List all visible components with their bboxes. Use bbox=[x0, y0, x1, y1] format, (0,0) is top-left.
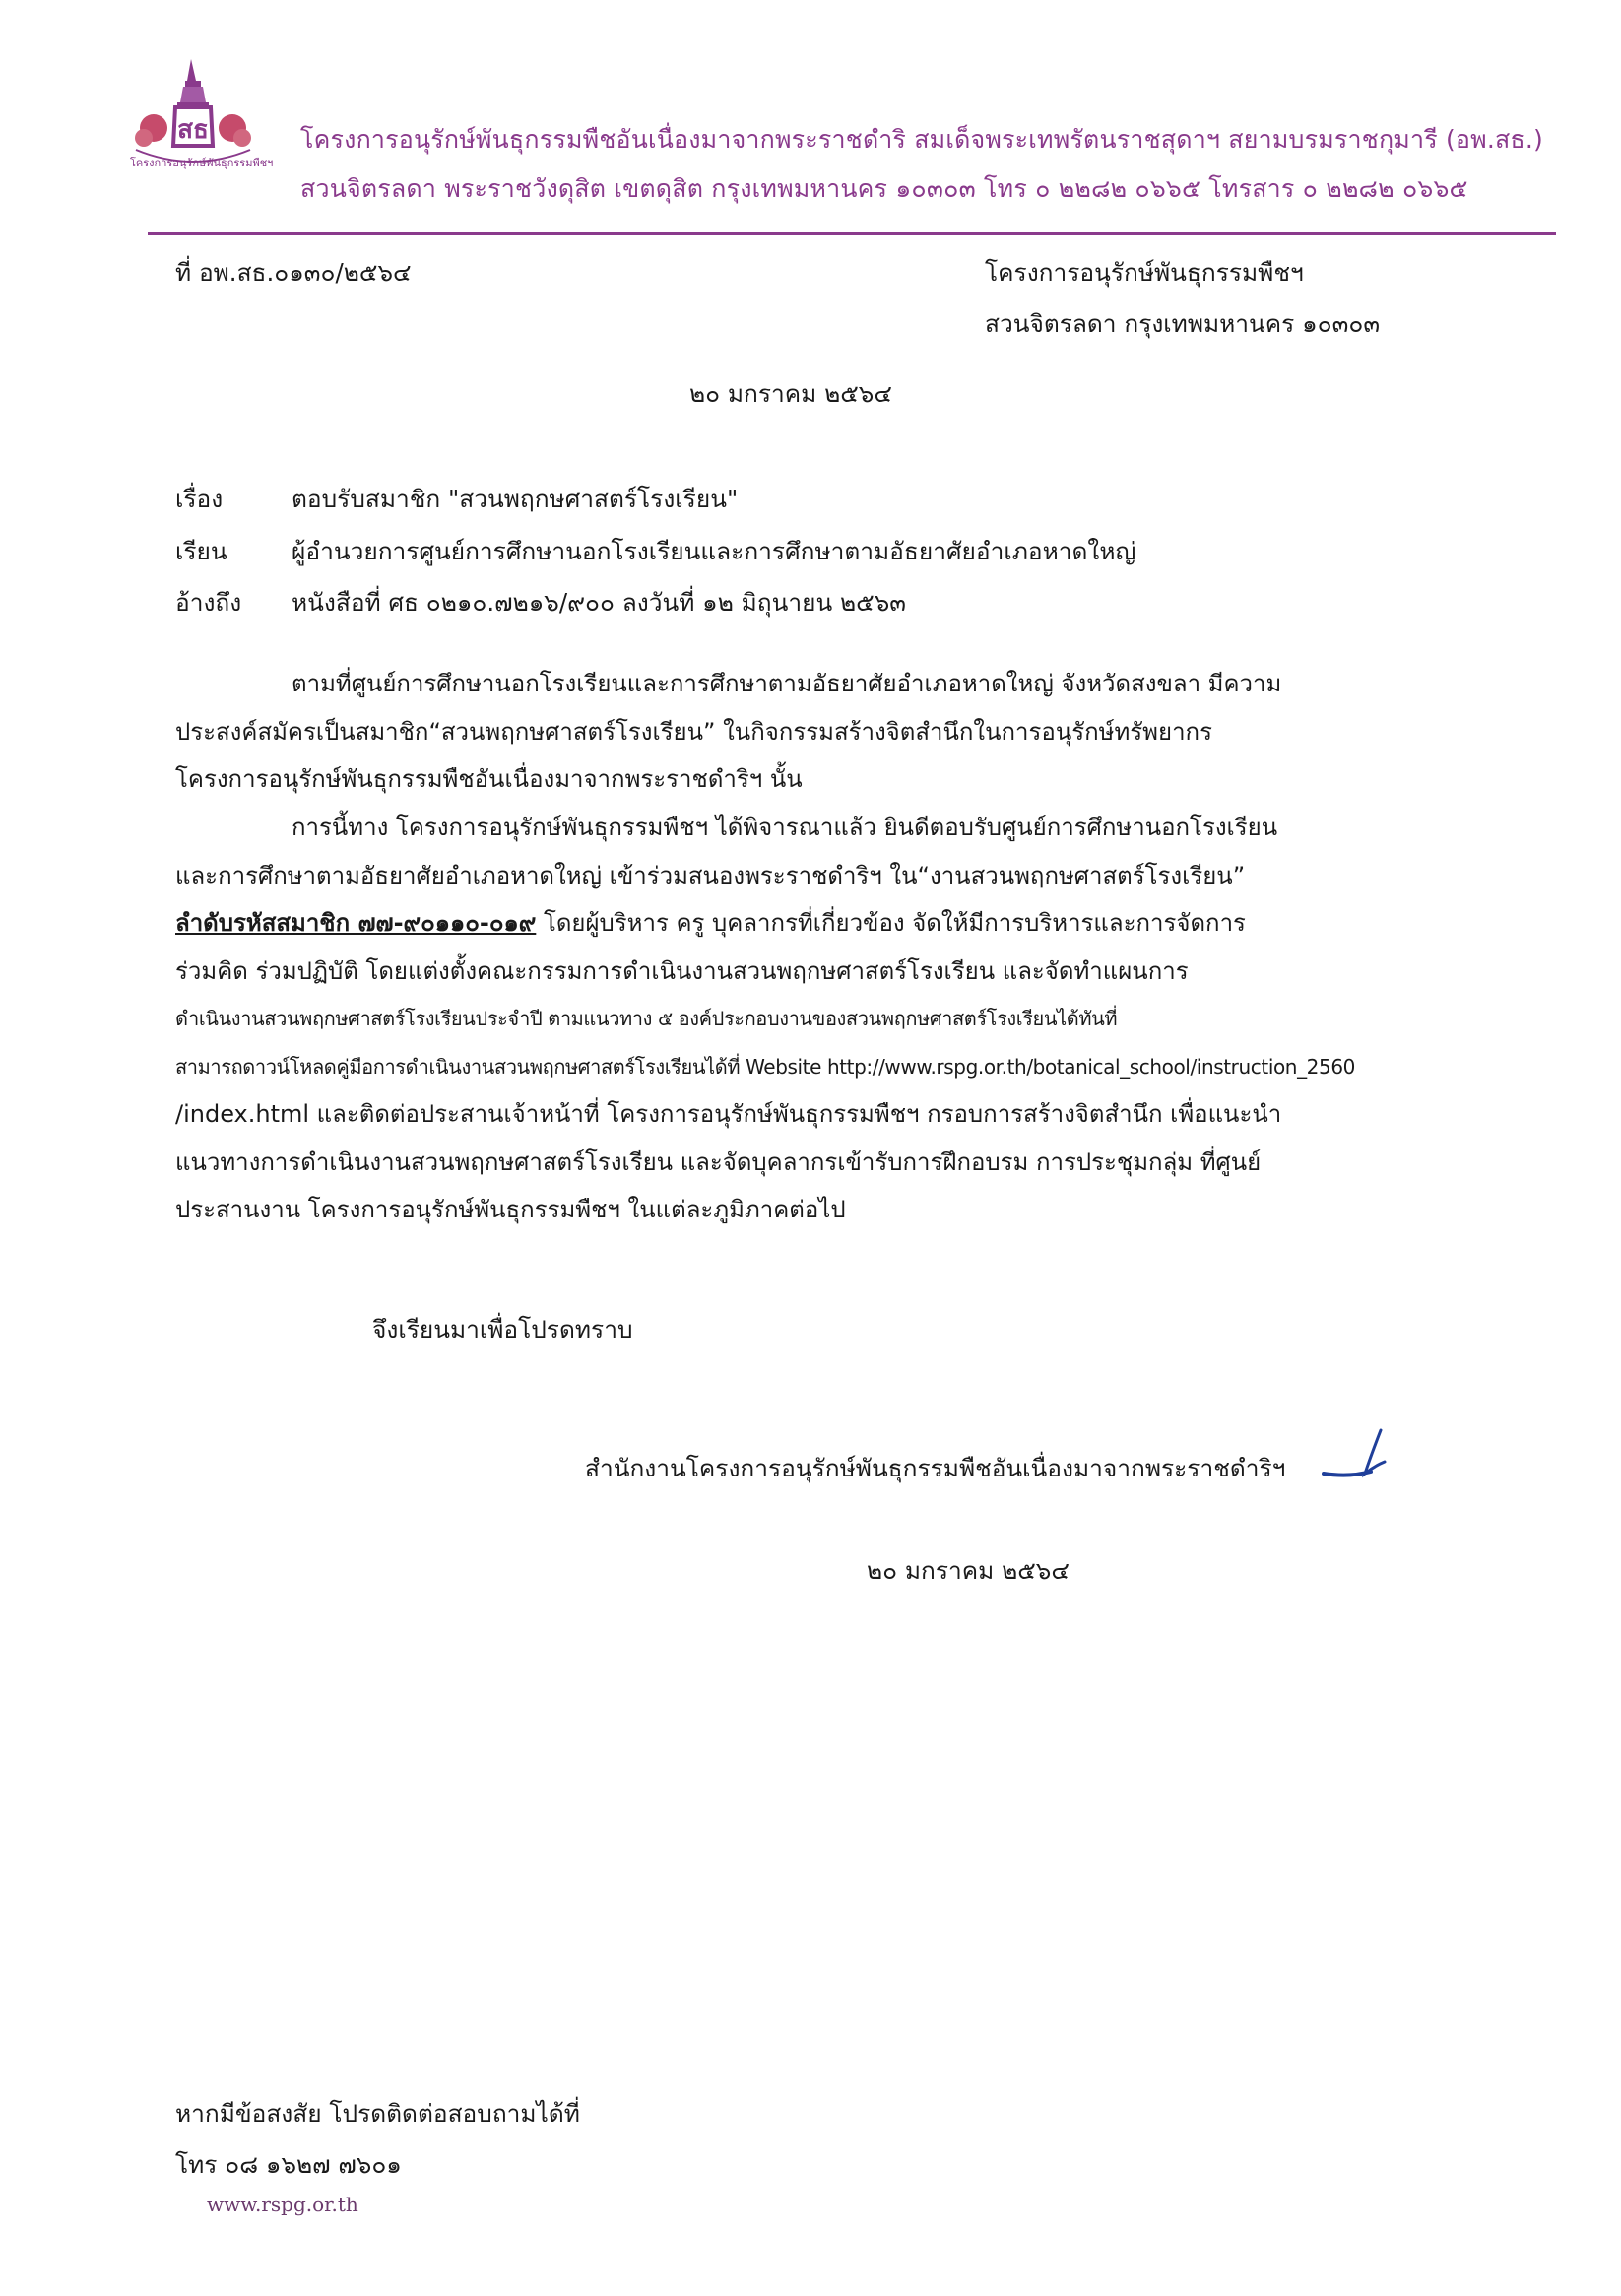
to-text: ผู้อำนวยการศูนย์การศึกษานอกโรงเรียนและการศึกษาตามอัธยาศัยอำเภอหาดใหญ่ bbox=[292, 537, 1136, 565]
letterhead-line-1: โครงการอนุรักษ์พันธุกรรมพืชอันเนื่องมาจากพระราชดำริ สมเด็จพระเทพรัตนราชสุดาฯ สยามบรมราชกุมารี (อพ.สธ.) bbox=[300, 125, 1543, 154]
signature-date: ๒๐ มกราคม ๒๕๖๔ bbox=[867, 1556, 1070, 1585]
website-link[interactable]: www.rspg.or.th bbox=[207, 2193, 358, 2216]
paragraph-1-line: โครงการอนุรักษ์พันธุกรรมพืชอันเนื่องมาจากพระราชดำริฯ นั้น bbox=[175, 765, 803, 793]
member-code: ลำดับรหัสสมาชิก ๗๗-๙๐๑๑๐-๐๑๙ bbox=[175, 909, 537, 937]
signature-office: สำนักงานโครงการอนุรักษ์พันธุกรรมพืชอันเนื่องมาจากพระราชดำริฯ bbox=[585, 1454, 1286, 1482]
paragraph-1 bbox=[175, 660, 1412, 804]
paragraph-2-line: ร่วมคิด ร่วมปฏิบัติ โดยแต่งตั้งคณะกรรมการดำเนินงานสวนพฤกษศาสตร์โรงเรียน และจัดทำแผนการ bbox=[175, 956, 1189, 985]
contact-line: หากมีข้อสงสัย โปรดติดต่อสอบถามได้ที่ bbox=[175, 2099, 580, 2128]
contact-phone: โทร ๐๘ ๑๖๒๗ ๗๖๐๑ bbox=[175, 2150, 402, 2179]
letterhead-divider bbox=[148, 232, 1556, 235]
paragraph-2-line: ดำเนินงานสวนพฤกษศาสตร์โรงเรียนประจำปี ตามแนวทาง ๕ องค์ประกอบงานของสวนพฤกษศาสตร์โรงเรียนได้ทันที่ bbox=[175, 1007, 1118, 1030]
letterhead-line-2: สวนจิตรลดา พระราชวังดุสิต เขตดุสิต กรุงเทพมหานคร ๑๐๓๐๓ โทร ๐ ๒๒๘๒ ๐๖๖๕ โทรสาร ๐ ๒๒๘๒ ๐๖๖๕ bbox=[300, 174, 1468, 203]
closing-text: จึงเรียนมาเพื่อโปรดทราบ bbox=[372, 1315, 633, 1344]
subject-text: ตอบรับสมาชิก "สวนพฤกษศาสตร์โรงเรียน" bbox=[292, 485, 739, 513]
reference-number: ที่ อพ.สธ.๐๑๓๐/๒๕๖๔ bbox=[175, 258, 412, 287]
paragraph-2-line: ประสานงาน โครงการอนุรักษ์พันธุกรรมพืชฯ ในแต่ละภูมิภาคต่อไป bbox=[175, 1196, 846, 1223]
reference-label: อ้างถึง bbox=[175, 588, 242, 617]
emblem-caption: โครงการอนุรักษ์พันธุกรรมพืชฯ bbox=[130, 157, 274, 169]
handwritten-signature bbox=[1320, 1422, 1400, 1483]
paragraph-2-line: และการศึกษาตามอัธยาศัยอำเภอหาดใหญ่ เข้าร่วมสนองพระราชดำริฯ ใน“งานสวนพฤกษศาสตร์โรงเรียน” bbox=[175, 861, 1246, 889]
letter-date: ๒๐ มกราคม ๒๕๖๔ bbox=[689, 379, 892, 408]
paragraph-2-line: การนี้ทาง โครงการอนุรักษ์พันธุกรรมพืชฯ ได้พิจารณาแล้ว ยินดีตอบรับศูนย์การศึกษานอกโรงเรียน bbox=[292, 814, 1278, 841]
reference-text: หนังสือที่ ศธ ๐๒๑๐.๗๒๑๖/๙๐๐ ลงวันที่ ๑๒ มิถุนายน ๒๕๖๓ bbox=[292, 588, 907, 617]
sender-line-1: โครงการอนุรักษ์พันธุกรรมพืชฯ bbox=[985, 258, 1304, 287]
rspg-emblem-logo bbox=[126, 59, 274, 175]
sender-line-2: สวนจิตรลดา กรุงเทพมหานคร ๑๐๓๐๓ bbox=[985, 309, 1381, 338]
paragraph-1-line: ตามที่ศูนย์การศึกษานอกโรงเรียนและการศึกษาตามอัธยาศัยอำเภอหาดใหญ่ จังหวัดสงขลา มีความ bbox=[292, 670, 1282, 697]
paragraph-2 bbox=[175, 804, 1412, 1234]
paragraph-2-line bbox=[175, 899, 1412, 948]
paragraph-2-line: แนวทางการดำเนินงานสวนพฤกษศาสตร์โรงเรียน และจัดบุคลากรเข้ารับการฝึกอบรม การประชุมกลุ่ม ที่ศูนย์ bbox=[175, 1148, 1262, 1176]
svg-text:สธ: สธ bbox=[177, 115, 209, 145]
paragraph-2-line: สามารถดาวน์โหลดคู่มือการดำเนินงานสวนพฤกษศาสตร์โรงเรียนได้ที่ Website http://www.rspg.or.th/botanical_school/instruction_2560 bbox=[175, 1054, 1355, 1079]
to-label: เรียน bbox=[175, 537, 227, 565]
paragraph-2-line-rest: โดยผู้บริหาร ครู บุคลากรที่เกี่ยวข้อง จัดให้มีการบริหารและการจัดการ bbox=[536, 909, 1246, 937]
subject-label: เรื่อง bbox=[175, 485, 224, 513]
paragraph-2-line: /index.html และติดต่อประสานเจ้าหน้าที่ โครงการอนุรักษ์พันธุกรรมพืชฯ กรอบการสร้างจิตสำนึก เพื่อแนะนำ bbox=[175, 1100, 1282, 1128]
paragraph-1-line: ประสงค์สมัครเป็นสมาชิก“สวนพฤกษศาสตร์โรงเรียน” ในกิจกรรมสร้างจิตสำนึกในการอนุรักษ์ทรัพยากร bbox=[175, 717, 1212, 746]
